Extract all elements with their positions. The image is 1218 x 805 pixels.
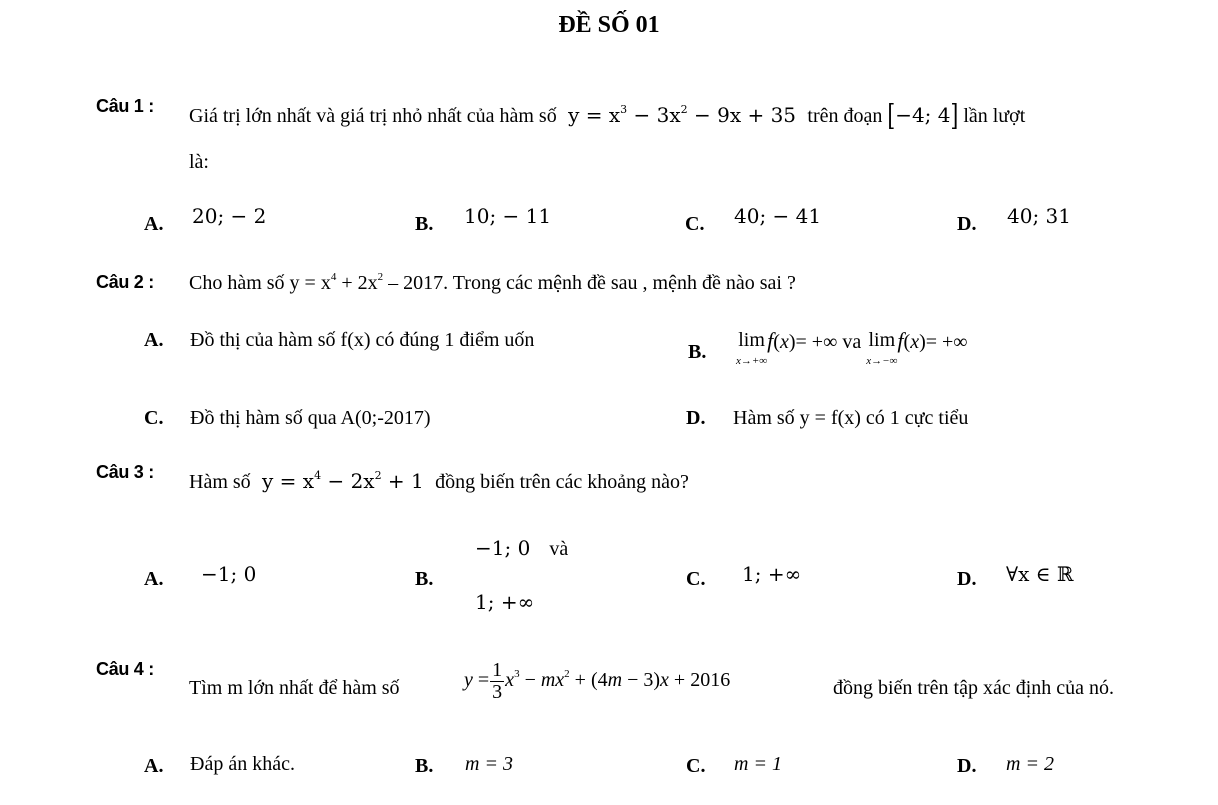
q2-option-a-value: Đồ thị của hàm số f(x) có đúng 1 điểm uốn — [190, 329, 535, 351]
q3-option-c-letter: C. — [686, 568, 706, 590]
q2-lim-2: lim x→−∞ — [866, 329, 898, 367]
q2-option-d-value: Hàm số y = f(x) có 1 cực tiểu — [733, 407, 969, 429]
question-1-label: Câu 1 : — [96, 96, 154, 116]
question-3-text — [189, 471, 689, 492]
question-3-label: Câu 3 : — [96, 462, 154, 482]
q1-option-d-letter: D. — [957, 213, 977, 235]
q1-interval: [−4; 4] — [887, 97, 959, 133]
q3-option-d-letter: D. — [957, 568, 977, 590]
q1-formula: $y = x^3 - 3x^2 - 9x + 35$ — [561, 103, 803, 127]
q2-text-pre: Cho hàm số y = x — [189, 272, 331, 294]
q4-option-c-value: m = 1 — [734, 753, 782, 775]
q2-option-c-letter: C. — [144, 407, 164, 429]
q1-text-post: lần lượt — [963, 105, 1026, 127]
question-2-label: Câu 2 : — [96, 272, 154, 292]
question-4-label: Câu 4 : — [96, 659, 154, 679]
q1-option-b-value: 10; − 11 — [464, 204, 552, 228]
question-1-text — [189, 97, 1026, 133]
q3-option-a-value: −1; 0 — [201, 562, 257, 586]
q1-option-c-letter: C. — [685, 213, 705, 235]
q2-va: va — [842, 331, 862, 353]
q3-option-b-line1: −1; 0 và — [475, 536, 569, 560]
q4-option-d-letter: D. — [957, 755, 977, 777]
q3-option-b-letter: B. — [415, 568, 434, 590]
q1-option-b-letter: B. — [415, 213, 434, 235]
q2-option-a-letter: A. — [144, 329, 164, 351]
q1-text-pre: Giá trị lớn nhất và giá trị nhỏ nhất của hàm số — [189, 105, 557, 127]
q1-text-cont: là: — [189, 151, 209, 173]
q4-option-c-letter: C. — [686, 755, 706, 777]
q3-text-pre: Hàm số — [189, 471, 251, 493]
q4-option-a-letter: A. — [144, 755, 164, 777]
q4-option-a-value: Đáp án khác. — [190, 753, 295, 775]
q1-option-a-value: 20; − 2 — [192, 204, 267, 228]
q3-option-b-line2: 1; +∞ — [475, 590, 535, 614]
question-2-text: Cho hàm số $y = x^4 + 2x^2 - 2017$. Trong các mệnh đề sau , mệnh đề nào sai ? — [189, 271, 796, 294]
q4-text-post: đồng biến trên tập xác định của nó. — [833, 677, 1115, 699]
q2-option-b-letter: B. — [688, 341, 707, 363]
q4-text-pre: Tìm m lớn nhất để hàm số — [189, 677, 400, 699]
q3-option-a-letter: A. — [144, 568, 164, 590]
q2-lim-1: lim x→+∞ — [736, 329, 768, 367]
q4-formula: y = $\frac{1}{3}$ $x^3 - mx^2 + (4m - 3)x + 2016$ — [464, 659, 731, 703]
page-title: ĐỀ SỐ 01 — [558, 12, 660, 38]
q2-option-d-letter: D. — [686, 407, 706, 429]
q3-option-d-value: ∀x ∈ ℝ — [1006, 562, 1074, 586]
q3-text-post: đồng biến trên các khoảng nào? — [435, 471, 689, 493]
q2-option-b-value: lim x→+∞ f(x)= +∞ va lim x→−∞ f(x)= +∞ — [736, 328, 968, 367]
q4-option-d-value: m = 2 — [1006, 753, 1054, 775]
q4-option-b-letter: B. — [415, 755, 434, 777]
q1-option-a-letter: A. — [144, 213, 164, 235]
q1-option-d-value: 40; 31 — [1007, 204, 1071, 228]
q3-option-c-value: 1; +∞ — [742, 562, 802, 586]
q1-option-c-value: 40; − 41 — [734, 204, 822, 228]
q2-option-c-value: Đồ thị hàm số qua A(0;-2017) — [190, 407, 431, 429]
q4-option-b-value: m = 3 — [465, 753, 513, 775]
q1-text-mid: trên đoạn — [807, 105, 883, 127]
q3-formula: $y = x^4 - 2x^2 + 1$ — [255, 469, 431, 493]
q2-text-post: . Trong các mệnh đề sau , mệnh đề nào sai ? — [443, 272, 796, 294]
